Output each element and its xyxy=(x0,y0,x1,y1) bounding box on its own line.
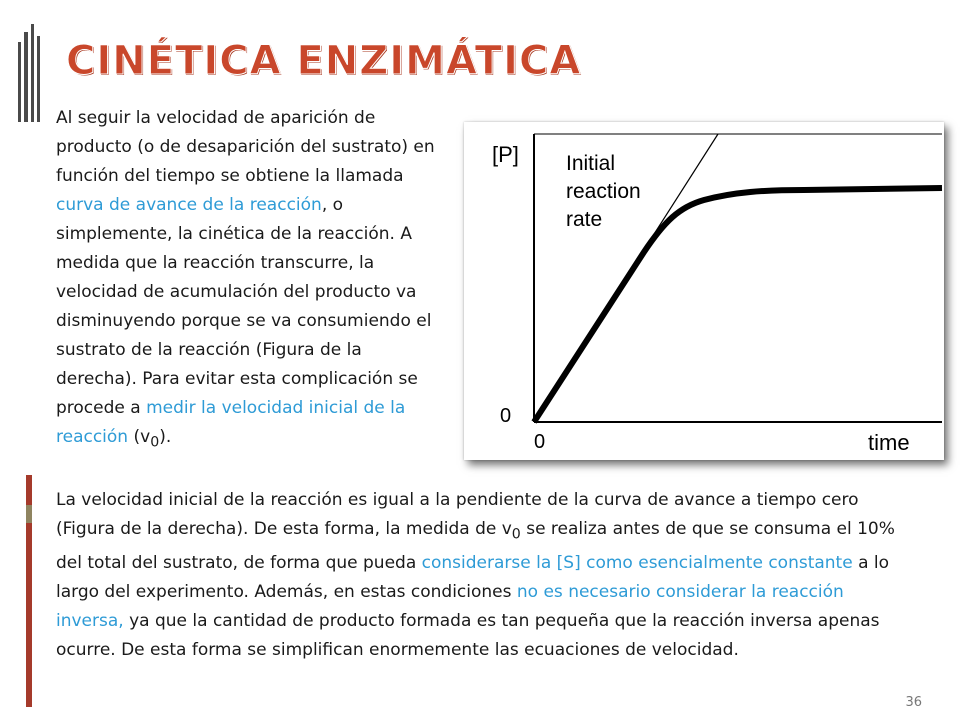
decorative-bars xyxy=(18,24,40,122)
body-text: 0 xyxy=(150,434,160,451)
highlighted-text: medir la velocidad inicial de la reacción xyxy=(56,398,406,447)
annotation-line-2: reaction xyxy=(566,180,641,203)
progress-curve-plot xyxy=(464,122,944,460)
x-zero-label: 0 xyxy=(534,431,546,453)
body-text: 0 xyxy=(511,526,521,543)
body-text: a lo largo del experimento. Además, en estas condiciones xyxy=(56,553,890,603)
annotation-line-1: Initial xyxy=(566,152,616,175)
body-text: ya que la cantidad de producto formada es tan pequeña que la reacción inversa apenas ocurre. De esta forma se simplifican enormemente las ecuaciones de velocidad. xyxy=(56,611,880,661)
body-text: La velocidad inicial de la reacción es igual a la pendiente de la curva de avance a tiempo cero (Figura de la derecha). De esta forma, la medida de v xyxy=(56,490,859,539)
highlighted-text: curva de avance de la reacción xyxy=(56,195,322,215)
body-text: ). xyxy=(159,427,172,447)
y-axis-label: [P] xyxy=(492,142,519,167)
highlighted-text: considerarse la [S] como esencialmente constante xyxy=(421,553,853,574)
page-title: CINÉTICA ENZIMÁTICA xyxy=(66,38,582,84)
annotation-line-3: rate xyxy=(566,208,603,231)
reaction-progress-figure xyxy=(464,122,944,460)
accent-side-bar-mark xyxy=(26,505,32,523)
initial-velocity-paragraph xyxy=(56,486,916,665)
body-text: Al seguir la velocidad de aparición de producto (o de desaparición del sustrato) en función del tiempo se obtiene la llamada xyxy=(56,108,435,186)
body-text: (v xyxy=(128,427,151,447)
highlighted-text: no es necesario considerar la reacción inversa, xyxy=(56,582,844,632)
body-text: se realiza antes de que se consuma el 10% del total del sustrato, de forma que pueda xyxy=(56,519,895,574)
body-text: , o simplemente, la cinética de la reacción. A medida que la reacción transcurre, la velocidad de acumulación del producto va disminuyendo porque se va consumiendo el sustrato de la reacción (Figura de la derecha). Para evitar esta complicación se procede a xyxy=(56,195,432,418)
y-zero-label: 0 xyxy=(500,405,512,427)
intro-paragraph xyxy=(56,104,446,457)
page-number: 36 xyxy=(905,695,922,710)
x-axis-label: time xyxy=(868,430,910,455)
